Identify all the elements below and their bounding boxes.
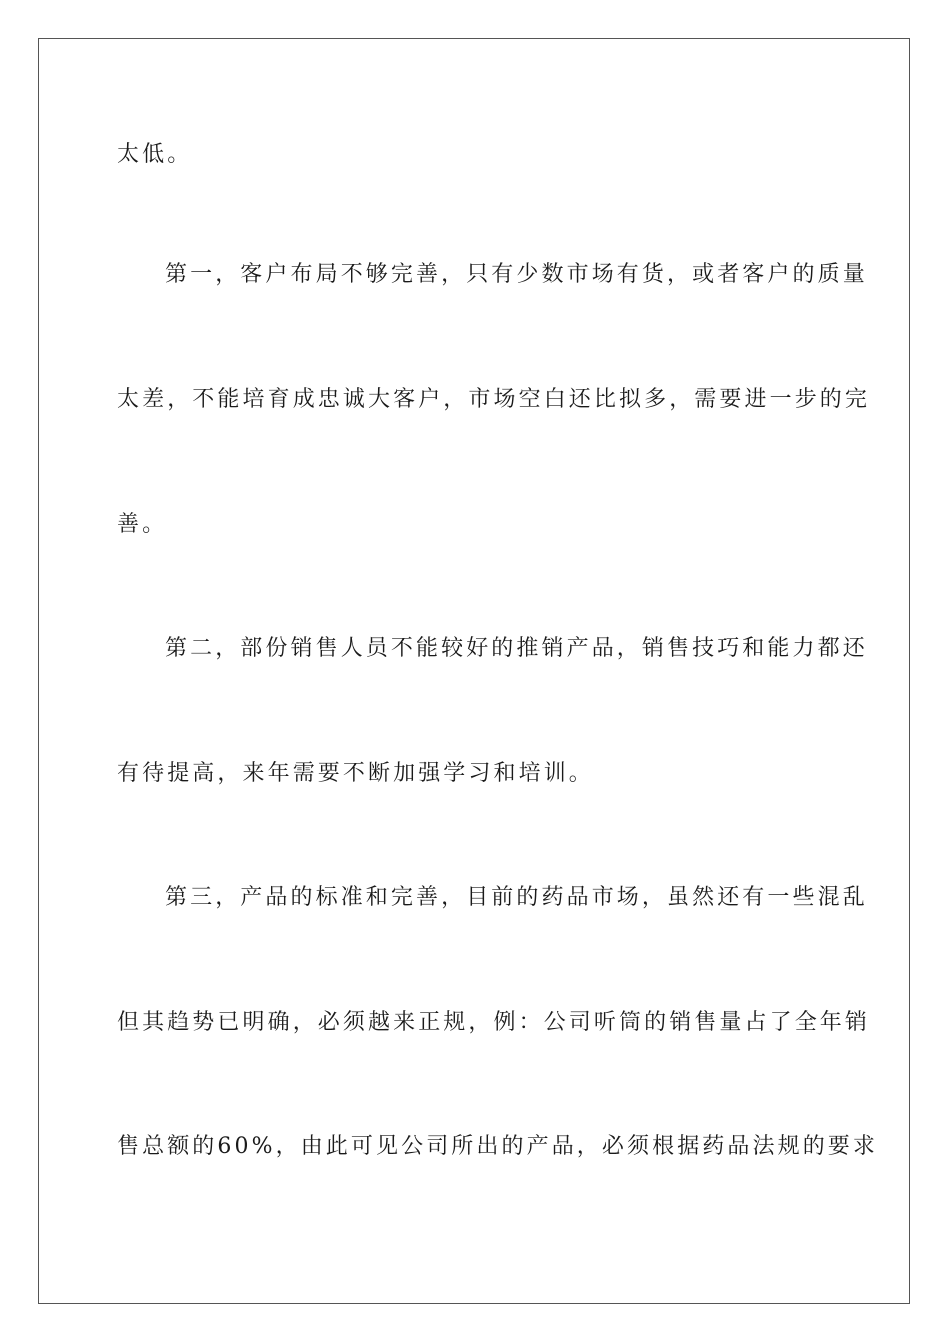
paragraph-first-line: 第二，部份销售人员不能较好的推销产品，销售技巧和能力都还	[165, 636, 868, 661]
text-line: 售总额的60%，由此可见公司所出的产品，必须根据药品法规的要求	[117, 1134, 879, 1159]
text-line: 太差，不能培育成忠诚大客户，市场空白还比拟多，需要进一步的完	[117, 387, 871, 412]
text-line: 善。	[117, 512, 168, 537]
text-line: 但其趋势已明确，必须越来正规，例：公司听筒的销售量占了全年销	[117, 1010, 871, 1035]
page-frame	[38, 38, 910, 1304]
paragraph-first-line: 第一，客户布局不够完善，只有少数市场有货，或者客户的质量	[165, 262, 868, 287]
text-line: 太低。	[117, 142, 193, 167]
text-line: 有待提高，来年需要不断加强学习和培训。	[117, 761, 594, 786]
paragraph-first-line: 第三，产品的标准和完善，目前的药品市场，虽然还有一些混乱	[165, 885, 868, 910]
